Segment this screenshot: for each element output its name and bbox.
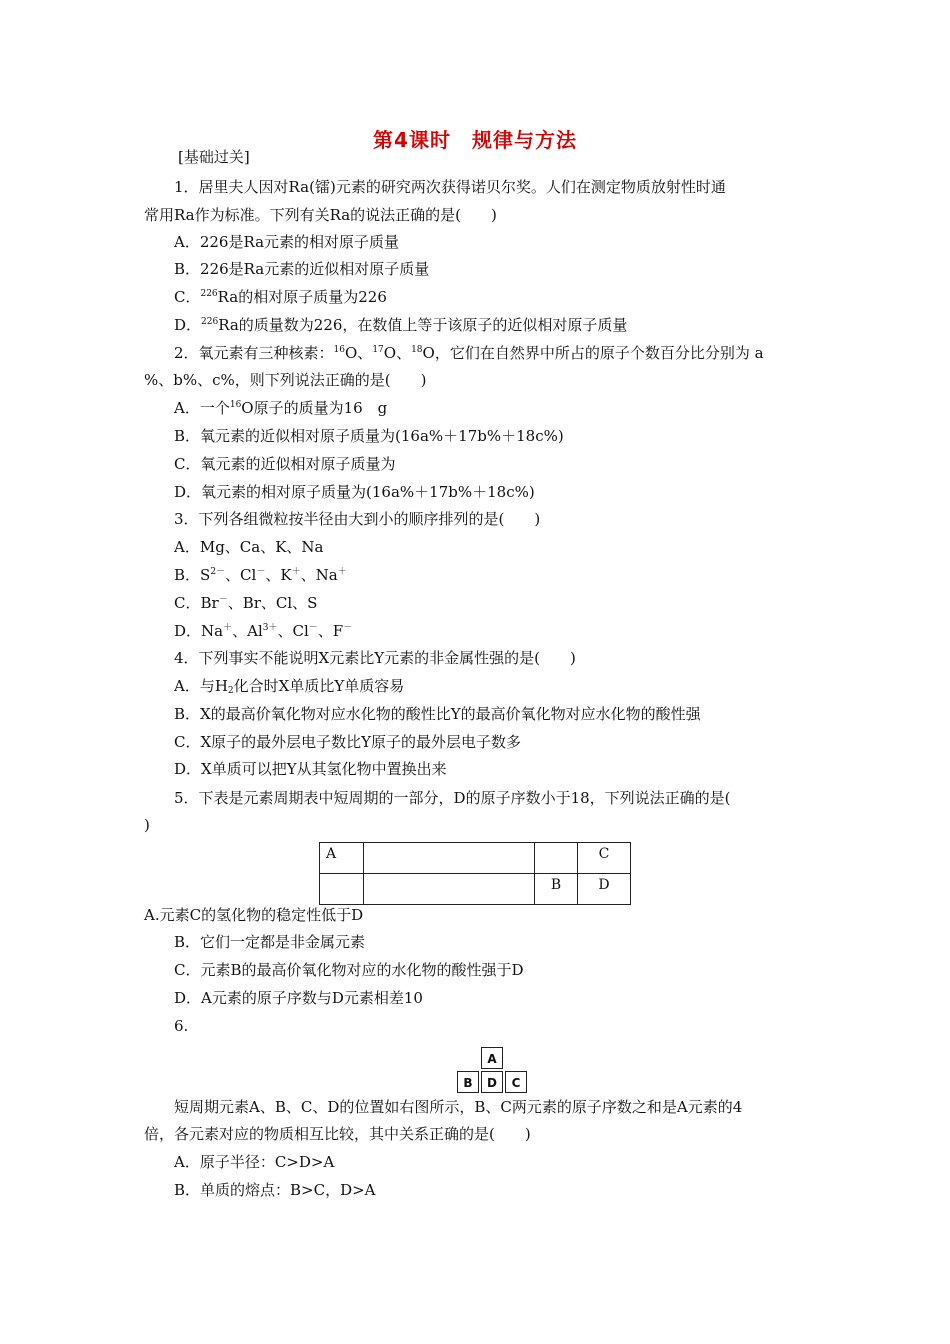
q6-stem-line1: 短周期元素A、B、C、D的位置如右图所示，B、C两元素的原子序数之和是A元素的4 (174, 1098, 743, 1116)
table-cell-c: C (578, 843, 631, 874)
q5-stem-line2: ) (144, 816, 150, 834)
q3-option-c: C．Br－、Br、Cl、S (174, 594, 318, 612)
table-cell-d: D (578, 874, 631, 905)
q5-stem-line1: 5．下表是元素周期表中短周期的一部分，D的原子序数小于18，下列说法正确的是( (174, 789, 731, 807)
q1-option-d: D．$^{226}$Ra的质量数为226，在数值上等于该原子的近似相对原子质量 (174, 316, 628, 334)
q6-stem-line2: 倍，各元素对应的物质相互比较，其中关系正确的是( ) (144, 1125, 531, 1143)
diagram-cell-b: B (457, 1071, 479, 1093)
q1-stem-line1: 1．居里夫人因对Ra(镭)元素的研究两次获得诺贝尔奖。人们在测定物质放射性时通 (174, 178, 726, 196)
table-cell-empty (364, 843, 535, 874)
table-cell-empty (535, 843, 578, 874)
q1-option-c: C．$^{226}$Ra的相对原子质量为226 (174, 288, 387, 306)
q5-option-d: D．A元素的原子序数与D元素相差10 (174, 989, 423, 1007)
table-cell-empty (320, 874, 364, 905)
diagram-cell-c: C (505, 1071, 527, 1093)
q2-stem-line2: %、b%、c%，则下列说法正确的是( ) (144, 371, 427, 389)
diagram-cell-d: D (481, 1071, 503, 1093)
q3-option-b: B．$S^{2-}$、Cl－、K＋、Na＋ (174, 566, 347, 584)
table-cell-empty (364, 874, 535, 905)
q6-option-b: B．单质的熔点：B>C，D>A (174, 1181, 376, 1199)
q2-option-c: C．氧元素的近似相对原子质量为 (174, 455, 396, 473)
table-cell-a: A (320, 843, 364, 874)
q2-option-b: B．氧元素的近似相对原子质量为(16a%＋17b%＋18c%) (174, 427, 564, 445)
q5-option-a: A.元素C的氢化物的稳定性低于D (144, 906, 364, 924)
q4-option-a: A．与$H_2$化合时X单质比Y单质容易 (174, 677, 405, 696)
element-position-diagram (457, 1047, 529, 1095)
q2-option-d: D．氧元素的相对原子质量为(16a%＋17b%＋18c%) (174, 483, 535, 501)
q5-option-b: B．它们一定都是非金属元素 (174, 933, 366, 951)
table-cell-b: B (535, 874, 578, 905)
q4-option-b: B．X的最高价氧化物对应水化物的酸性比Y的最高价氧化物对应水化物的酸性强 (174, 705, 701, 723)
q1-option-b: B．226是Ra元素的近似相对原子质量 (174, 260, 430, 278)
q5-option-c: C．元素B的最高价氧化物对应的水化物的酸性强于D (174, 961, 524, 979)
q3-option-d: D．Na＋、$Al^{3+}$、Cl－、F－ (174, 622, 353, 640)
q2-option-a: A．一个$^{16}$O原子的质量为16 g (174, 399, 388, 417)
q4-option-c: C．X原子的最外层电子数比Y原子的最外层电子数多 (174, 733, 522, 751)
q6-option-a: A．原子半径：C>D>A (174, 1153, 335, 1171)
page-title: 第4课时 规律与方法 (373, 128, 577, 152)
q4-stem: 4．下列事实不能说明X元素比Y元素的非金属性强的是( ) (174, 649, 576, 667)
q4-option-d: D．X单质可以把Y从其氢化物中置换出来 (174, 760, 447, 778)
q2-stem-line1: 2．氧元素有三种核素：$^{16}$O、$^{17}$O、$^{18}$O，它们在自然界中所占的原子个数百分比分别为 a (174, 344, 764, 362)
q6-number: 6. (174, 1017, 189, 1035)
q1-stem-line2: 常用Ra作为标准。下列有关Ra的说法正确的是( ) (144, 206, 497, 224)
section-label: [基础过关] (178, 148, 250, 166)
q3-option-a: A．Mg、Ca、K、Na (174, 538, 324, 556)
diagram-cell-a: A (481, 1047, 503, 1069)
q1-option-a: A．226是Ra元素的相对原子质量 (174, 233, 400, 251)
q3-stem: 3．下列各组微粒按半径由大到小的顺序排列的是( ) (174, 510, 541, 528)
periodic-table-fragment (319, 842, 631, 905)
